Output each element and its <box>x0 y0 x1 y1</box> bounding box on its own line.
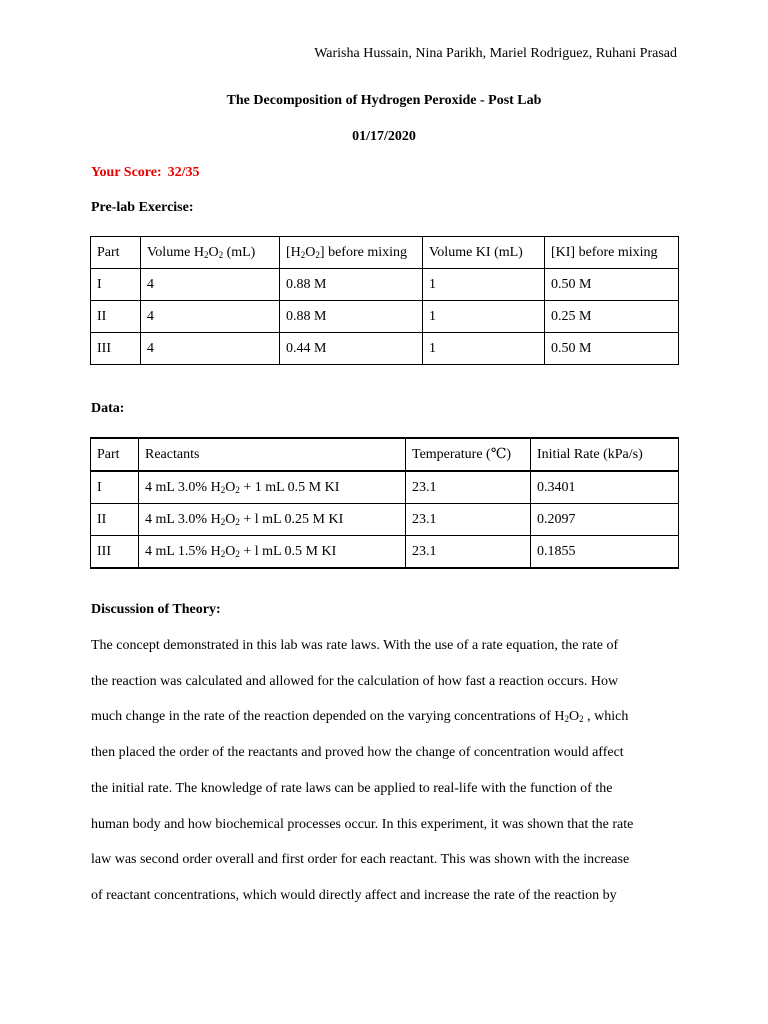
prelab-table-cell: 4 <box>141 269 280 301</box>
data-table-cell: 23.1 <box>406 504 531 536</box>
prelab-table-header-cell: Volume $H_2O_2$ (mL) <box>141 237 280 269</box>
prelab-table-cell: 0.88 M <box>280 269 423 301</box>
score-value: 32/35 <box>167 165 200 180</box>
prelab-table-header-cell: Volume KI (mL) <box>423 237 545 269</box>
data-table-cell: 0.3401 <box>531 471 679 504</box>
discussion-line: The concept demonstrated in this lab was rate laws. With the use of a rate equation, the rate of <box>91 638 619 653</box>
prelab-table-cell: 1 <box>423 333 545 365</box>
authors-line: Warisha Hussain, Nina Parikh, Mariel Rodriguez, Ruhani Prasad <box>314 46 677 61</box>
prelab-table-cell: 0.50 M <box>545 333 679 365</box>
discussion-line: then placed the order of the reactants and proved how the change of concentration would affect <box>91 745 624 761</box>
prelab-table-cell: 0.88 M <box>280 301 423 333</box>
data-table-cell: III <box>91 536 139 569</box>
prelab-heading: Pre-lab Exercise: <box>91 200 194 215</box>
data-table-row <box>91 504 679 536</box>
data-table-header-cell: Temperature (℃) <box>406 438 531 471</box>
prelab-table-row <box>91 301 679 333</box>
data-table-cell: 23.1 <box>406 536 531 569</box>
prelab-table-cell: 1 <box>423 301 545 333</box>
data-table-cell: 4 mL 3.0% $H_2O_2 + 1$ mL 0.5 M KI <box>139 471 406 504</box>
data-table-header-cell: Initial Rate (kPa/s) <box>531 438 679 471</box>
discussion-line: the reaction was calculated and allowed for the calculation of how fast a reaction occurs. How <box>91 673 619 689</box>
discussion-line: human body and how biochemical processes occur. In this experiment, it was shown that the rate <box>91 816 634 832</box>
data-table-row <box>91 536 679 569</box>
data-table-header-cell: Part <box>91 438 139 471</box>
prelab-table-cell: 0.25 M <box>545 301 679 333</box>
data-table-cell: II <box>91 504 139 536</box>
prelab-table-header-cell: [KI] before mixing <box>545 237 679 269</box>
prelab-table-cell: 0.44 M <box>280 333 423 365</box>
data-table-cell: 23.1 <box>406 471 531 504</box>
data-table-cell: 0.1855 <box>531 536 679 569</box>
data-heading: Data: <box>91 401 125 416</box>
discussion-line: of reactant concentrations, which would directly affect and increase the rate of the reaction by <box>91 887 617 903</box>
prelab-table-cell: 0.50 M <box>545 269 679 301</box>
data-table <box>90 437 679 569</box>
data-table-cell: 4 mL 3.0% $H_2O_2 + l$ mL 0.25 M KI <box>139 504 406 536</box>
prelab-table-row <box>91 269 679 301</box>
prelab-table-cell: 4 <box>141 333 280 365</box>
prelab-table-cell: II <box>91 301 141 333</box>
data-table-cell: 4 mL 1.5% $H_2O_2 + l$ mL 0.5 M KI <box>139 536 406 569</box>
prelab-table-cell: III <box>91 333 141 365</box>
prelab-table <box>90 236 679 365</box>
data-table-header-row <box>91 438 679 471</box>
discussion-line: law was second order overall and first order for each reactant. This was shown with the increase <box>91 852 630 868</box>
prelab-table-header-cell: Part <box>91 237 141 269</box>
score-line <box>91 165 200 181</box>
prelab-table-cell: 1 <box>423 269 545 301</box>
document-title: The Decomposition of Hydrogen Peroxide - Post Lab <box>226 93 542 108</box>
prelab-table-cell: 4 <box>141 301 280 333</box>
discussion-heading: Discussion of Theory: <box>91 602 221 617</box>
prelab-table-cell: I <box>91 269 141 301</box>
prelab-table-header-row <box>91 237 679 269</box>
document-date: 01/17/2020 <box>352 129 416 144</box>
prelab-table-header-cell: $[H_2O_2]$ before mixing <box>280 237 423 269</box>
discussion-paragraph <box>91 628 681 914</box>
discussion-line: much change in the rate of the reaction depended on the varying concentrations of $H_2O_2$ , which <box>91 709 629 725</box>
prelab-table-row <box>91 333 679 365</box>
data-table-row <box>91 471 679 504</box>
data-table-cell: I <box>91 471 139 504</box>
data-table-cell: 0.2097 <box>531 504 679 536</box>
score-label: Your Score: <box>91 165 162 180</box>
data-table-header-cell: Reactants <box>139 438 406 471</box>
discussion-line: the initial rate. The knowledge of rate laws can be applied to real-life with the function of the <box>91 780 613 796</box>
